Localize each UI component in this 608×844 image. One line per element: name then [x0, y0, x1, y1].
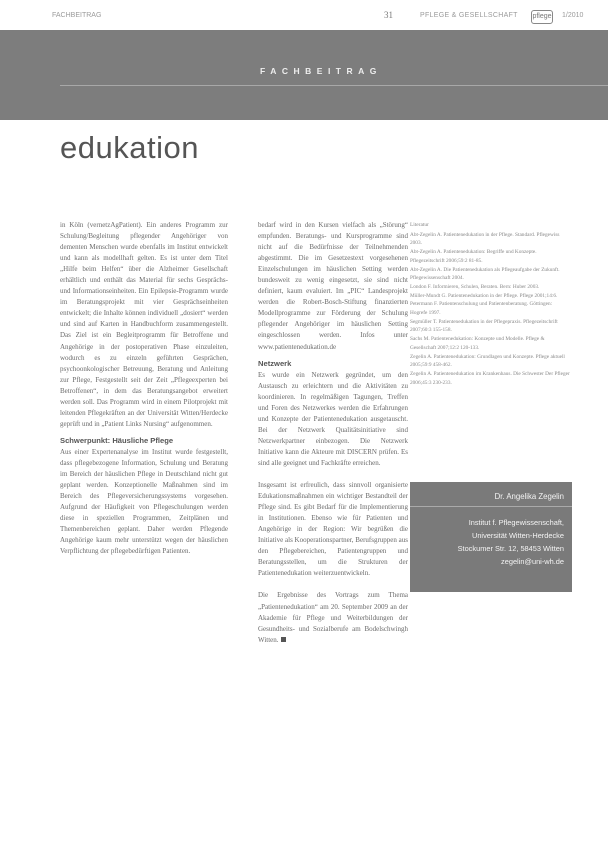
paragraph: Es wurde ein Netzwerk gegründet, um den Austausch zu erleichtern und die Aktivitäten zu koordinieren. In regelmäßigen Tagungen, Treffen und Foren des Netzwerkes werden die Erfahrungen und Konzepte der Patientenedukation ausgetauscht. Bei der Netzwerk Qualitätsinitiative sind Netzwerkpartner einbezogen. Die Netzwerk Initiative kann die Akteure mit DISCERN prüfen. Es sind alle geeignet und Fachkräfte erreichen. — [258, 370, 408, 467]
section-rubric: FACHBEITRAG — [260, 66, 382, 76]
paragraph-final — [258, 590, 408, 645]
references-column — [410, 221, 570, 387]
reference-item: Abt-Zegelin A. Patientenedukation in der Pflege. Standard. Pflegewiss 2003. — [410, 231, 560, 247]
reference-item: Müller-Mundt G. Patientenedukation in der Pflege. Pflege 2001;14:6. — [410, 292, 558, 299]
journal-logo: pflege — [531, 10, 553, 24]
paragraph-text: Die Ergebnisse des Vortrags zum Thema „Patientenedukation“ am 20. September 2009 an der Akademie für Pflege und Weiterbildungen der Gesundheits- und Sozialberufe am Bodelschwingh Witten. — [258, 591, 408, 644]
reference-item: Abt-Zegelin A. Die Patientenedukation als Pflegeaufgabe der Zukunft. Pflegewissenschaft 2004. — [410, 266, 560, 282]
end-mark-icon — [281, 637, 286, 642]
references-heading: Literatur — [410, 222, 429, 228]
author-institute: Institut f. Pflegewissenschaft, — [468, 518, 564, 527]
band-divider — [60, 85, 608, 86]
reference-item: Petermann F. Patientenschulung und Patientenberatung. Göttingen: Hogrefe 1997. — [410, 301, 553, 317]
text-column-1 — [60, 220, 228, 557]
author-name: Dr. Angelika Zegelin — [494, 492, 564, 501]
author-address — [458, 516, 564, 568]
paragraph: Aus einer Expertenanalyse im Institut wurde festgestellt, dass pflegebezogene Information, Schulung und Beratung im Bereich der häuslichen Pflege in Deutschland nicht gut geplant werden. Konzeptionelle Maßnahmen sind im Bereich des Pflegeversicherungssystems vorgesehen. Aufgrund der Häufigkeit von Pflegeschulungen werden diese in speziellen Programmen, Zeitplänen und Themenbereichen geplant. Daher werden Pflegende Angehörige kaum mehr unterstützt wegen der häuslichen Verpflichtung der pflegebedürftigen Patienten. — [60, 447, 228, 556]
article-title: edukation — [60, 130, 199, 165]
subheading: Schwerpunkt: Häusliche Pflege — [60, 435, 174, 445]
reference-item: Segmüller T. Patientenedukation in der Pflegepraxis. Pflegezeitschrift 2007;60:3 155-158. — [410, 318, 558, 334]
author-email[interactable]: zegelin@uni-wh.de — [501, 557, 564, 566]
header-section-label: FACHBEITRAG — [52, 12, 102, 19]
reference-item: Zegelin A. Patientenedukation im Krankenhaus. Die Schwester Der Pfleger 2006;45:3 230-233. — [410, 370, 570, 386]
subheading: Netzwerk — [258, 358, 292, 368]
page-header — [0, 10, 608, 26]
text-column-2 — [258, 220, 408, 646]
paragraph: in Köln (vernetzAgPatient). Ein anderes Programm zur Schulung/Begleitung pflegender Angehöriger von dementen Menschen wurde ebenfalls im Institut entwickelt und kann als modellhaft gelten. Es ist unter dem Titel „Hilfe beim Helfen“ über die Alzheimer Gesellschaft erhältlich und enthält das Material für sechs Gesprächs- und Informationseinheiten. Ein Epilepsie-Programm wurde im Beratungsprojekt mit vier Gesprächseinheiten entwickelt; die Inhalte können individuell „dosiert“ werden und sind auf Karten in Handbuchform zusammengestellt. Das Ziel ist ein Begleitprogramm für Betroffene und Angehörige in der postoperativen Phase einzuleiten, wodurch es zu einzeln geführten Gesprächen, psychoonkologischer Betreuung, Beratung und Anleitung zur Pflege, Festgestellt seit der Zeit „Pflegeexperten bei Betroffenen“, in dem das Beratungsangebot erweitert werden soll. Das Programm wird in einem Pilotprojekt mit leitenden Pflegekräften an der Universität Witten/Herdecke geprüft und in „Patient Links Nursing“ aufgenommen. — [60, 221, 228, 428]
author-box — [410, 482, 572, 592]
reference-item: London F. Informieren, Schulen, Beraten. Bern: Huber 2003. — [410, 283, 540, 290]
page-number: 31 — [384, 10, 393, 20]
author-university: Universität Witten-Herdecke — [471, 531, 564, 540]
reference-item: Sachs M. Patientenedukation: Konzepte und Modelle. Pflege & Gesellschaft 2007;12:2 120-133. — [410, 336, 545, 351]
journal-title: PFLEGE & GESELLSCHAFT — [420, 12, 518, 19]
author-street: Stockumer Str. 12, 58453 Witten — [457, 544, 564, 553]
section-band — [0, 30, 608, 120]
issue-number: 1/2010 — [562, 12, 584, 19]
reference-item: Abt-Zegelin A. Patientenedukation: Begriffe und Konzepte. Pflegezeitschrift 2006;59:2 81-85. — [410, 249, 537, 264]
reference-item: Zegelin A. Patientenedukation: Grundlagen und Konzepte. Pflege aktuell 2005;59:9 458-462. — [410, 353, 565, 369]
author-divider — [410, 506, 572, 507]
paragraph: Insgesamt ist erfreulich, dass sinnvoll organisierte Edukationsmaßnahmen ein wichtiger Bestandteil der Pflege sind. Es gibt Bedarf für die Implementierung in Institutionen. Ebenso wie für Patienten und Angehörige in der Region: Wir begrüßen die Initiative als Kooperationspartner, Berufsgruppen aus den Pflegebereichen, Patientengruppen und Beratungsstellen, um die Strukturen der Patientenedukation weiterzuentwickeln. — [258, 481, 408, 578]
paragraph: bedarf wird in den Kursen vielfach als „Störung“ empfunden. Beratungs- und Kursprogramme sind nicht auf die Bedürfnisse der Teilnehmenden abgestimmt. Die im Gesetzestext vorgesehenen Einzelschulungen im häuslichen Setting werden bundesweit zu wenig eingesetzt, sie sind nicht definiert, kaum evaluiert. Im „PIC“ Landesprojekt werden die Robert-Bosch-Stiftung finanzierten Modellprogramme zur Förderung der Schulung pflegender Angehöriger im häuslichen Setting eingeschlossen werden. Infos unter www.patientenedukation.de — [258, 221, 408, 351]
